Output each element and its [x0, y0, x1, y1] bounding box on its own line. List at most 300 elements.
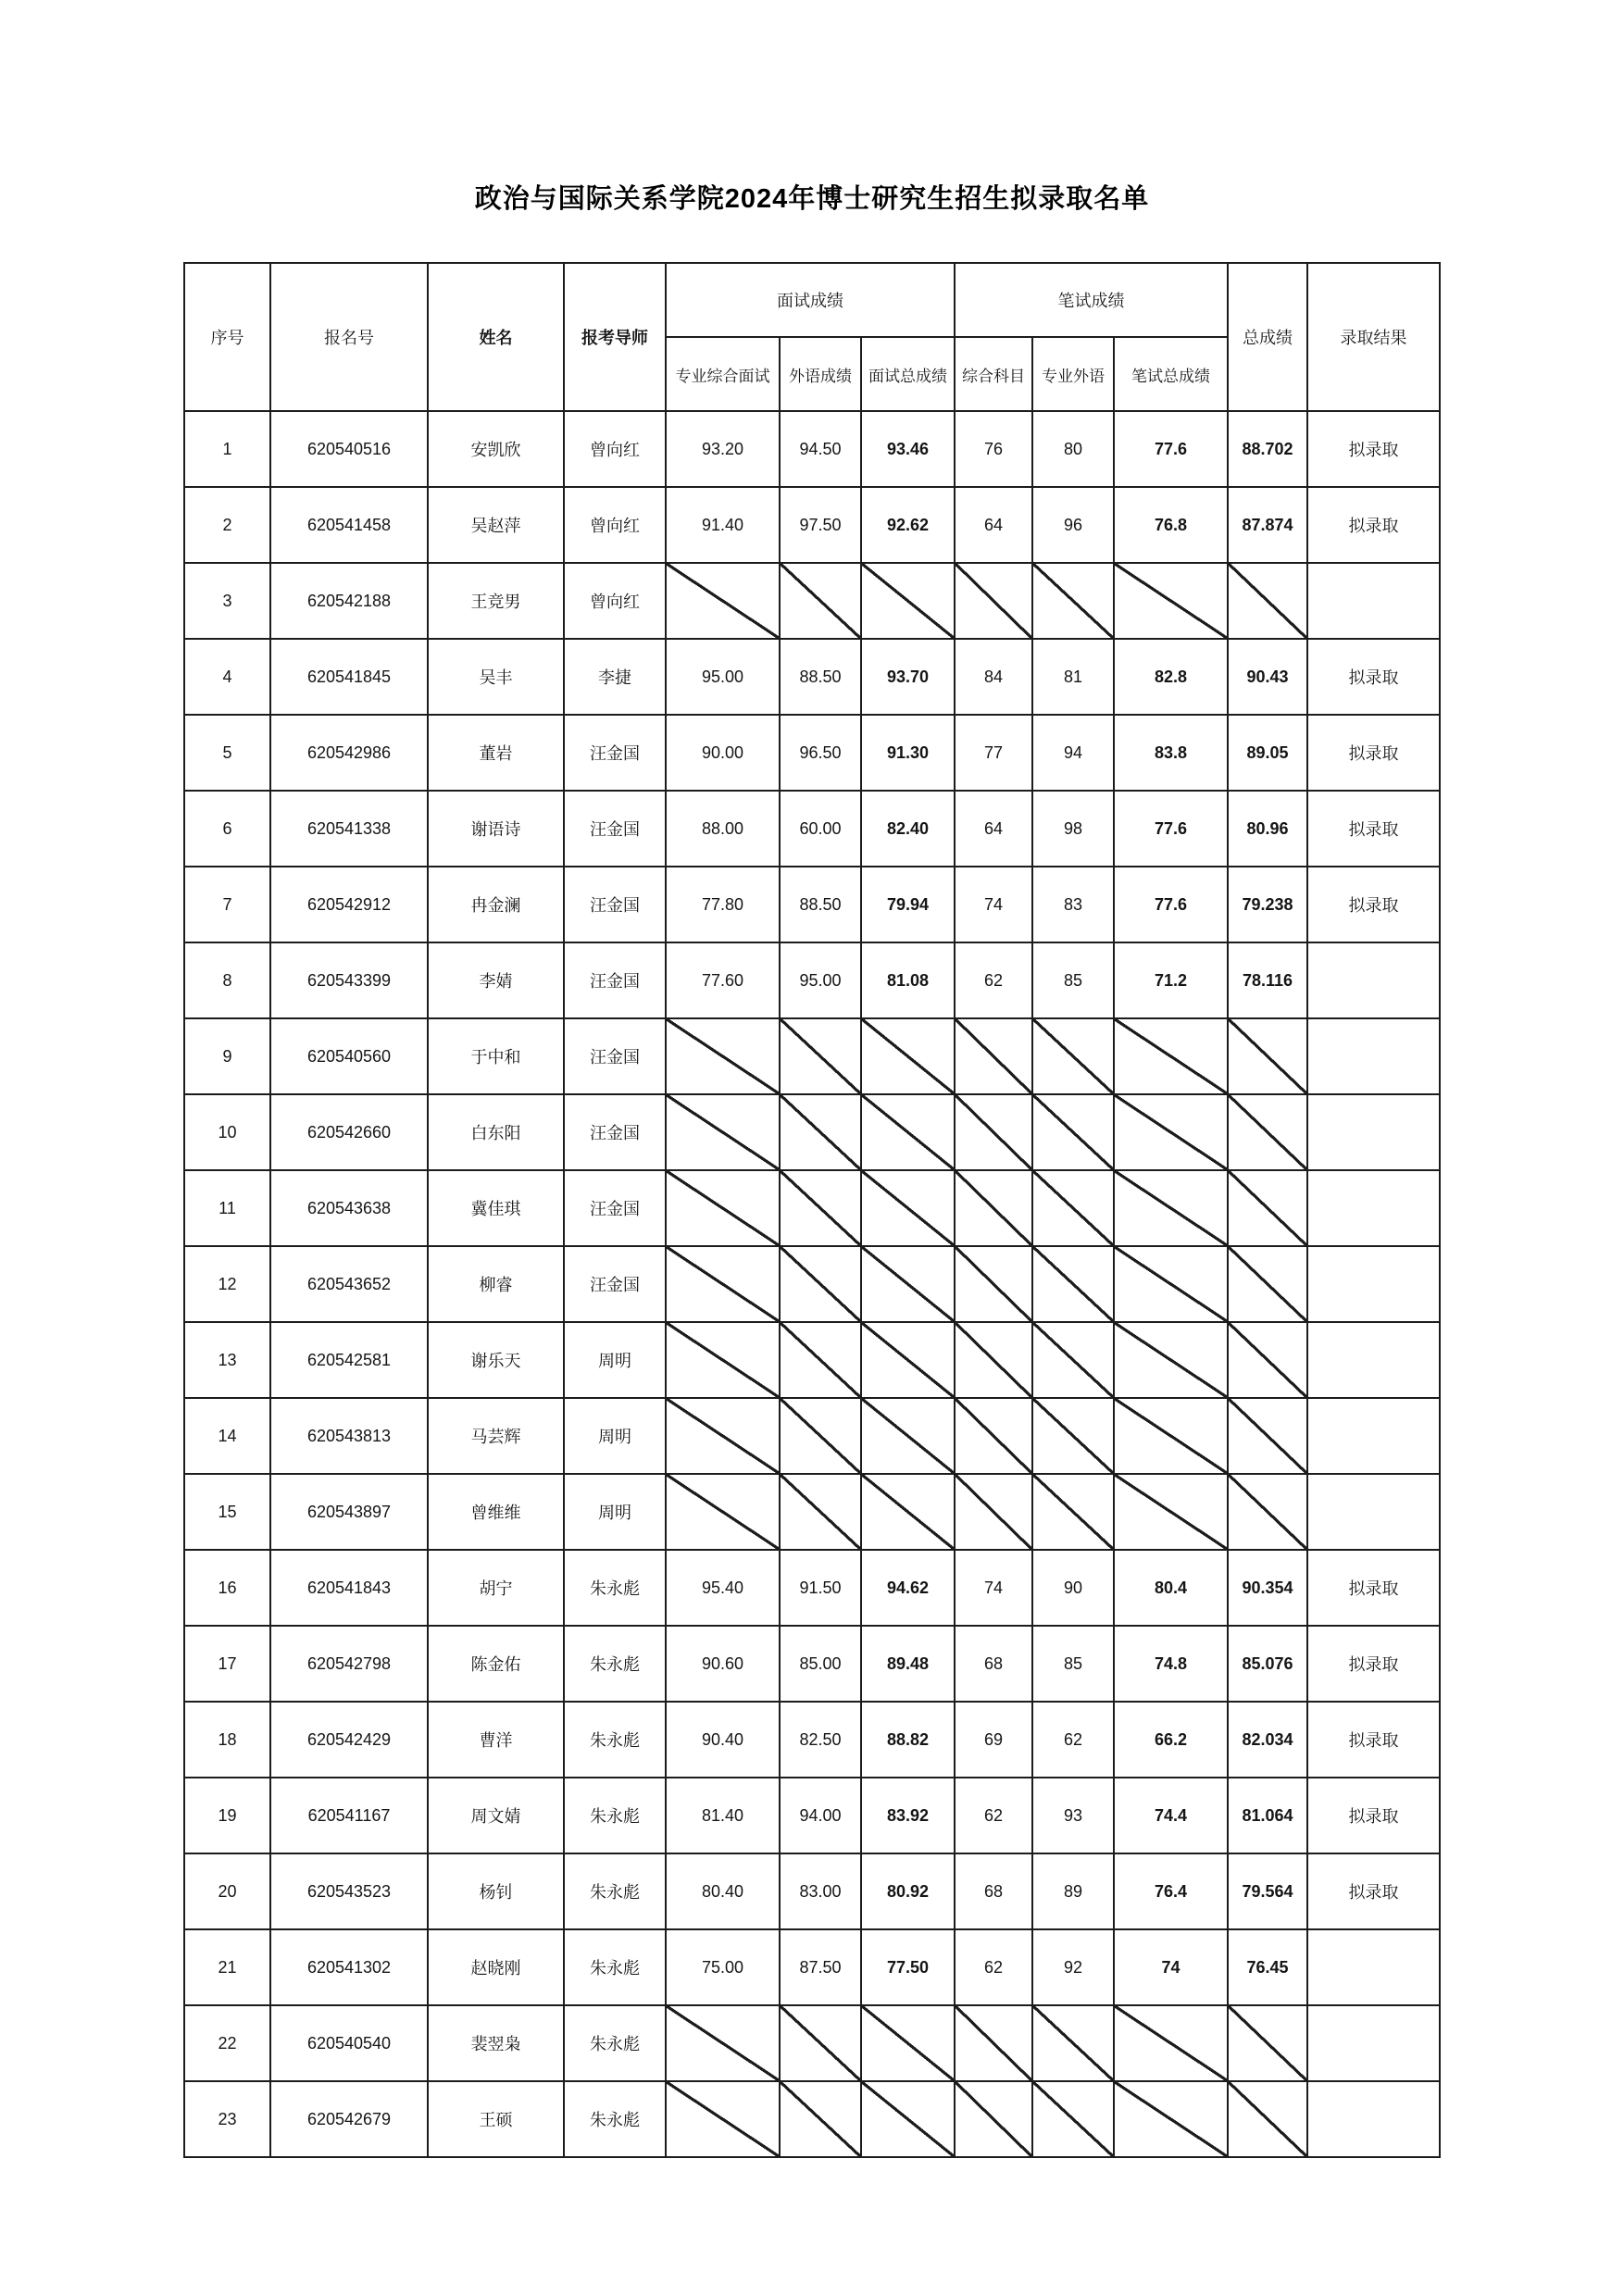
- table-row: [184, 1018, 1440, 1094]
- cell-written-total: 77.6: [1114, 791, 1228, 867]
- cell-app-id: 620542798: [270, 1626, 428, 1702]
- cell-interview-foreign: 94.00: [780, 1778, 861, 1853]
- cell-app-id: 620542660: [270, 1094, 428, 1170]
- cell-no: 22: [184, 2005, 270, 2081]
- table-row: [184, 639, 1440, 715]
- cell-written-foreign: 85: [1032, 1626, 1114, 1702]
- cell-advisor: 汪金国: [564, 1170, 666, 1246]
- cell-written-foreign: 90: [1032, 1550, 1114, 1626]
- cell-interview-total: 81.08: [861, 942, 955, 1018]
- cell-app-id: 620541845: [270, 639, 428, 715]
- cell-interview-comprehensive: 88.00: [666, 791, 780, 867]
- cell-interview-comprehensive: [666, 1322, 780, 1398]
- cell-app-id: 620543399: [270, 942, 428, 1018]
- cell-written-foreign: [1032, 1094, 1114, 1170]
- cell-written-total: [1114, 1094, 1228, 1170]
- cell-name: 王硕: [428, 2081, 564, 2157]
- cell-advisor: 朱永彪: [564, 1853, 666, 1929]
- cell-written-foreign: 83: [1032, 867, 1114, 942]
- cell-result: 拟录取: [1307, 1778, 1440, 1853]
- table-row: [184, 867, 1440, 942]
- cell-interview-total: 83.92: [861, 1778, 955, 1853]
- cell-written-comprehensive: 76: [955, 411, 1032, 487]
- header-app-id: 报名号: [270, 263, 428, 411]
- cell-written-foreign: [1032, 1398, 1114, 1474]
- cell-result: [1307, 1322, 1440, 1398]
- cell-interview-total: [861, 1398, 955, 1474]
- cell-written-foreign: [1032, 1322, 1114, 1398]
- table-header: [184, 263, 1440, 411]
- header-interview-comprehensive: 专业综合面试: [666, 337, 780, 411]
- cell-name: 王竞男: [428, 563, 564, 639]
- cell-written-total: 74.8: [1114, 1626, 1228, 1702]
- cell-interview-total: [861, 563, 955, 639]
- cell-app-id: 620541302: [270, 1929, 428, 2005]
- cell-advisor: 汪金国: [564, 791, 666, 867]
- cell-interview-total: [861, 1094, 955, 1170]
- cell-result: 拟录取: [1307, 1626, 1440, 1702]
- table-body: [184, 411, 1440, 2157]
- cell-written-comprehensive: [955, 1322, 1032, 1398]
- table-row: [184, 1170, 1440, 1246]
- header-written-group: 笔试成绩: [955, 263, 1228, 337]
- header-interview-total: 面试总成绩: [861, 337, 955, 411]
- cell-name: 董岩: [428, 715, 564, 791]
- cell-result: [1307, 1474, 1440, 1550]
- header-written-total: 笔试总成绩: [1114, 337, 1228, 411]
- cell-no: 11: [184, 1170, 270, 1246]
- cell-no: 8: [184, 942, 270, 1018]
- cell-interview-total: 80.92: [861, 1853, 955, 1929]
- cell-written-foreign: 96: [1032, 487, 1114, 563]
- cell-advisor: 汪金国: [564, 1094, 666, 1170]
- cell-interview-foreign: [780, 1018, 861, 1094]
- header-advisor: 报考导师: [564, 263, 666, 411]
- cell-interview-comprehensive: 90.40: [666, 1702, 780, 1778]
- cell-advisor: 朱永彪: [564, 1929, 666, 2005]
- header-no: 序号: [184, 263, 270, 411]
- cell-written-foreign: [1032, 2081, 1114, 2157]
- cell-app-id: 620543523: [270, 1853, 428, 1929]
- cell-result: [1307, 2005, 1440, 2081]
- table-row: [184, 1246, 1440, 1322]
- cell-app-id: 620541167: [270, 1778, 428, 1853]
- cell-result: 拟录取: [1307, 867, 1440, 942]
- cell-total-score: 88.702: [1228, 411, 1307, 487]
- cell-name: 冉金澜: [428, 867, 564, 942]
- cell-name: 谢语诗: [428, 791, 564, 867]
- cell-interview-comprehensive: 93.20: [666, 411, 780, 487]
- cell-no: 17: [184, 1626, 270, 1702]
- cell-total-score: 89.05: [1228, 715, 1307, 791]
- cell-advisor: 李捷: [564, 639, 666, 715]
- cell-total-score: 82.034: [1228, 1702, 1307, 1778]
- cell-interview-comprehensive: [666, 563, 780, 639]
- cell-interview-comprehensive: [666, 1170, 780, 1246]
- cell-written-comprehensive: 74: [955, 1550, 1032, 1626]
- cell-advisor: 周明: [564, 1398, 666, 1474]
- cell-interview-foreign: [780, 563, 861, 639]
- cell-written-total: [1114, 1398, 1228, 1474]
- cell-name: 于中和: [428, 1018, 564, 1094]
- cell-no: 19: [184, 1778, 270, 1853]
- cell-result: 拟录取: [1307, 411, 1440, 487]
- cell-written-comprehensive: [955, 563, 1032, 639]
- cell-interview-foreign: 60.00: [780, 791, 861, 867]
- cell-total-score: 79.238: [1228, 867, 1307, 942]
- cell-no: 10: [184, 1094, 270, 1170]
- cell-interview-comprehensive: [666, 1398, 780, 1474]
- cell-no: 21: [184, 1929, 270, 2005]
- cell-interview-total: 89.48: [861, 1626, 955, 1702]
- cell-result: [1307, 1929, 1440, 2005]
- cell-interview-foreign: 91.50: [780, 1550, 861, 1626]
- cell-written-total: 74: [1114, 1929, 1228, 2005]
- cell-written-total: [1114, 2081, 1228, 2157]
- cell-result: 拟录取: [1307, 1702, 1440, 1778]
- cell-no: 16: [184, 1550, 270, 1626]
- cell-interview-comprehensive: 90.60: [666, 1626, 780, 1702]
- cell-interview-comprehensive: [666, 1246, 780, 1322]
- table-row: [184, 791, 1440, 867]
- cell-written-foreign: [1032, 1474, 1114, 1550]
- table-row: [184, 1550, 1440, 1626]
- cell-written-total: [1114, 1018, 1228, 1094]
- table-row: [184, 1398, 1440, 1474]
- cell-total-score: 80.96: [1228, 791, 1307, 867]
- cell-interview-total: [861, 1246, 955, 1322]
- cell-interview-total: 79.94: [861, 867, 955, 942]
- cell-total-score: 90.43: [1228, 639, 1307, 715]
- cell-no: 6: [184, 791, 270, 867]
- cell-written-comprehensive: [955, 1018, 1032, 1094]
- cell-name: 曾维维: [428, 1474, 564, 1550]
- table-row: [184, 1853, 1440, 1929]
- cell-written-total: [1114, 1322, 1228, 1398]
- header-group-row: [184, 263, 1440, 337]
- cell-app-id: 620541338: [270, 791, 428, 867]
- cell-written-foreign: 94: [1032, 715, 1114, 791]
- cell-interview-comprehensive: [666, 2081, 780, 2157]
- cell-interview-comprehensive: 95.40: [666, 1550, 780, 1626]
- cell-app-id: 620543897: [270, 1474, 428, 1550]
- cell-app-id: 620540540: [270, 2005, 428, 2081]
- cell-written-total: 76.8: [1114, 487, 1228, 563]
- cell-interview-total: [861, 1322, 955, 1398]
- cell-total-score: [1228, 1094, 1307, 1170]
- cell-interview-comprehensive: [666, 1094, 780, 1170]
- cell-interview-comprehensive: [666, 1018, 780, 1094]
- cell-result: 拟录取: [1307, 715, 1440, 791]
- cell-advisor: 周明: [564, 1322, 666, 1398]
- cell-app-id: 620541458: [270, 487, 428, 563]
- cell-name: 裴翌枭: [428, 2005, 564, 2081]
- cell-written-comprehensive: [955, 1246, 1032, 1322]
- cell-written-comprehensive: 77: [955, 715, 1032, 791]
- cell-interview-total: [861, 2005, 955, 2081]
- cell-app-id: 620543638: [270, 1170, 428, 1246]
- cell-interview-foreign: 87.50: [780, 1929, 861, 2005]
- cell-written-total: 74.4: [1114, 1778, 1228, 1853]
- cell-written-total: 66.2: [1114, 1702, 1228, 1778]
- cell-interview-foreign: [780, 1246, 861, 1322]
- cell-interview-foreign: 96.50: [780, 715, 861, 791]
- cell-interview-foreign: 88.50: [780, 639, 861, 715]
- cell-written-total: 71.2: [1114, 942, 1228, 1018]
- cell-app-id: 620542912: [270, 867, 428, 942]
- cell-advisor: 曾向红: [564, 411, 666, 487]
- table-row: [184, 1322, 1440, 1398]
- cell-written-comprehensive: [955, 1398, 1032, 1474]
- cell-no: 2: [184, 487, 270, 563]
- cell-written-total: [1114, 1170, 1228, 1246]
- cell-advisor: 汪金国: [564, 715, 666, 791]
- cell-advisor: 汪金国: [564, 867, 666, 942]
- cell-written-foreign: 93: [1032, 1778, 1114, 1853]
- cell-written-comprehensive: 84: [955, 639, 1032, 715]
- page-title: 政治与国际关系学院2024年博士研究生招生拟录取名单: [474, 184, 1150, 214]
- cell-written-comprehensive: 62: [955, 1778, 1032, 1853]
- cell-result: 拟录取: [1307, 1550, 1440, 1626]
- cell-interview-foreign: 85.00: [780, 1626, 861, 1702]
- cell-written-total: [1114, 563, 1228, 639]
- cell-written-comprehensive: 68: [955, 1626, 1032, 1702]
- cell-interview-foreign: [780, 1170, 861, 1246]
- cell-app-id: 620541843: [270, 1550, 428, 1626]
- header-result: 录取结果: [1307, 263, 1440, 411]
- table-row: [184, 411, 1440, 487]
- cell-advisor: 周明: [564, 1474, 666, 1550]
- cell-name: 柳睿: [428, 1246, 564, 1322]
- cell-no: 7: [184, 867, 270, 942]
- cell-advisor: 汪金国: [564, 942, 666, 1018]
- cell-result: [1307, 1094, 1440, 1170]
- cell-total-score: [1228, 563, 1307, 639]
- admission-table: [183, 262, 1441, 2158]
- cell-interview-foreign: [780, 1094, 861, 1170]
- cell-written-comprehensive: 68: [955, 1853, 1032, 1929]
- cell-total-score: [1228, 1246, 1307, 1322]
- table-row: [184, 1626, 1440, 1702]
- cell-interview-comprehensive: 80.40: [666, 1853, 780, 1929]
- cell-result: [1307, 2081, 1440, 2157]
- cell-no: 20: [184, 1853, 270, 1929]
- cell-result: [1307, 942, 1440, 1018]
- cell-interview-foreign: [780, 1474, 861, 1550]
- cell-app-id: 620542581: [270, 1322, 428, 1398]
- cell-written-foreign: 85: [1032, 942, 1114, 1018]
- cell-interview-comprehensive: 77.60: [666, 942, 780, 1018]
- cell-written-comprehensive: [955, 2005, 1032, 2081]
- cell-app-id: 620542188: [270, 563, 428, 639]
- cell-total-score: [1228, 1322, 1307, 1398]
- table-row: [184, 2081, 1440, 2157]
- header-name: 姓名: [428, 263, 564, 411]
- cell-written-foreign: 89: [1032, 1853, 1114, 1929]
- cell-interview-foreign: 97.50: [780, 487, 861, 563]
- cell-interview-foreign: 83.00: [780, 1853, 861, 1929]
- cell-total-score: 78.116: [1228, 942, 1307, 1018]
- cell-interview-foreign: [780, 2005, 861, 2081]
- cell-no: 23: [184, 2081, 270, 2157]
- table-row: [184, 2005, 1440, 2081]
- cell-result: [1307, 1398, 1440, 1474]
- cell-advisor: 汪金国: [564, 1246, 666, 1322]
- cell-interview-foreign: [780, 2081, 861, 2157]
- cell-name: 赵晓刚: [428, 1929, 564, 2005]
- cell-advisor: 曾向红: [564, 487, 666, 563]
- cell-interview-comprehensive: [666, 1474, 780, 1550]
- cell-interview-comprehensive: 91.40: [666, 487, 780, 563]
- cell-written-total: [1114, 1474, 1228, 1550]
- cell-name: 曹洋: [428, 1702, 564, 1778]
- cell-written-total: 77.6: [1114, 411, 1228, 487]
- cell-name: 马芸辉: [428, 1398, 564, 1474]
- cell-written-comprehensive: 64: [955, 487, 1032, 563]
- cell-written-total: 83.8: [1114, 715, 1228, 791]
- cell-interview-comprehensive: 75.00: [666, 1929, 780, 2005]
- cell-interview-total: 93.46: [861, 411, 955, 487]
- cell-name: 李婧: [428, 942, 564, 1018]
- cell-result: 拟录取: [1307, 487, 1440, 563]
- cell-written-comprehensive: 62: [955, 1929, 1032, 2005]
- cell-total-score: [1228, 2005, 1307, 2081]
- cell-total-score: [1228, 1170, 1307, 1246]
- cell-written-foreign: [1032, 1170, 1114, 1246]
- cell-interview-comprehensive: 81.40: [666, 1778, 780, 1853]
- cell-interview-comprehensive: 90.00: [666, 715, 780, 791]
- cell-written-foreign: [1032, 2005, 1114, 2081]
- table-row: [184, 1929, 1440, 2005]
- cell-result: 拟录取: [1307, 791, 1440, 867]
- cell-total-score: 79.564: [1228, 1853, 1307, 1929]
- cell-written-total: 82.8: [1114, 639, 1228, 715]
- cell-no: 5: [184, 715, 270, 791]
- cell-interview-comprehensive: 77.80: [666, 867, 780, 942]
- cell-written-comprehensive: 74: [955, 867, 1032, 942]
- cell-app-id: 620543652: [270, 1246, 428, 1322]
- cell-interview-foreign: 94.50: [780, 411, 861, 487]
- cell-no: 9: [184, 1018, 270, 1094]
- cell-name: 周文婧: [428, 1778, 564, 1853]
- cell-app-id: 620542679: [270, 2081, 428, 2157]
- table-row: [184, 942, 1440, 1018]
- cell-name: 冀佳琪: [428, 1170, 564, 1246]
- cell-total-score: [1228, 1018, 1307, 1094]
- cell-interview-foreign: 82.50: [780, 1702, 861, 1778]
- cell-no: 3: [184, 563, 270, 639]
- cell-interview-total: 94.62: [861, 1550, 955, 1626]
- cell-written-total: [1114, 2005, 1228, 2081]
- table-row: [184, 1094, 1440, 1170]
- cell-written-foreign: [1032, 563, 1114, 639]
- cell-name: 安凯欣: [428, 411, 564, 487]
- cell-written-foreign: 81: [1032, 639, 1114, 715]
- cell-written-total: 80.4: [1114, 1550, 1228, 1626]
- cell-written-foreign: 98: [1032, 791, 1114, 867]
- cell-written-foreign: 62: [1032, 1702, 1114, 1778]
- header-interview-foreign: 外语成绩: [780, 337, 861, 411]
- cell-advisor: 朱永彪: [564, 1778, 666, 1853]
- cell-written-comprehensive: [955, 1474, 1032, 1550]
- cell-advisor: 朱永彪: [564, 1626, 666, 1702]
- cell-app-id: 620542429: [270, 1702, 428, 1778]
- cell-name: 胡宁: [428, 1550, 564, 1626]
- cell-written-comprehensive: [955, 2081, 1032, 2157]
- cell-total-score: 90.354: [1228, 1550, 1307, 1626]
- cell-advisor: 朱永彪: [564, 2005, 666, 2081]
- cell-interview-total: 82.40: [861, 791, 955, 867]
- cell-interview-comprehensive: 95.00: [666, 639, 780, 715]
- cell-total-score: 76.45: [1228, 1929, 1307, 2005]
- cell-written-foreign: 80: [1032, 411, 1114, 487]
- cell-written-comprehensive: 69: [955, 1702, 1032, 1778]
- cell-result: 拟录取: [1307, 1853, 1440, 1929]
- cell-result: [1307, 1018, 1440, 1094]
- table-row: [184, 1702, 1440, 1778]
- cell-advisor: 曾向红: [564, 563, 666, 639]
- cell-advisor: 朱永彪: [564, 2081, 666, 2157]
- cell-interview-foreign: [780, 1398, 861, 1474]
- cell-total-score: 81.064: [1228, 1778, 1307, 1853]
- table-row: [184, 487, 1440, 563]
- header-total: 总成绩: [1228, 263, 1307, 411]
- cell-written-total: 77.6: [1114, 867, 1228, 942]
- cell-name: 吴赵萍: [428, 487, 564, 563]
- cell-interview-total: 91.30: [861, 715, 955, 791]
- cell-advisor: 朱永彪: [564, 1550, 666, 1626]
- header-interview-group: 面试成绩: [666, 263, 955, 337]
- cell-interview-total: [861, 1170, 955, 1246]
- header-written-foreign: 专业外语: [1032, 337, 1114, 411]
- cell-written-foreign: [1032, 1246, 1114, 1322]
- cell-no: 13: [184, 1322, 270, 1398]
- cell-name: 吴丰: [428, 639, 564, 715]
- cell-interview-foreign: [780, 1322, 861, 1398]
- cell-written-total: 76.4: [1114, 1853, 1228, 1929]
- cell-interview-total: 93.70: [861, 639, 955, 715]
- cell-written-foreign: 92: [1032, 1929, 1114, 2005]
- cell-no: 14: [184, 1398, 270, 1474]
- cell-written-comprehensive: 64: [955, 791, 1032, 867]
- cell-interview-total: [861, 1018, 955, 1094]
- cell-advisor: 朱永彪: [564, 1702, 666, 1778]
- cell-interview-total: [861, 1474, 955, 1550]
- cell-no: 1: [184, 411, 270, 487]
- table-row: [184, 563, 1440, 639]
- cell-name: 白东阳: [428, 1094, 564, 1170]
- cell-advisor: 汪金国: [564, 1018, 666, 1094]
- cell-no: 12: [184, 1246, 270, 1322]
- cell-app-id: 620542986: [270, 715, 428, 791]
- cell-no: 18: [184, 1702, 270, 1778]
- cell-result: 拟录取: [1307, 639, 1440, 715]
- table-row: [184, 1474, 1440, 1550]
- cell-written-foreign: [1032, 1018, 1114, 1094]
- cell-total-score: 87.874: [1228, 487, 1307, 563]
- cell-total-score: [1228, 1474, 1307, 1550]
- cell-interview-foreign: 95.00: [780, 942, 861, 1018]
- cell-no: 4: [184, 639, 270, 715]
- cell-app-id: 620540516: [270, 411, 428, 487]
- cell-result: [1307, 563, 1440, 639]
- cell-name: 陈金佑: [428, 1626, 564, 1702]
- cell-interview-total: [861, 2081, 955, 2157]
- cell-total-score: [1228, 2081, 1307, 2157]
- cell-written-comprehensive: 62: [955, 942, 1032, 1018]
- cell-no: 15: [184, 1474, 270, 1550]
- cell-written-comprehensive: [955, 1094, 1032, 1170]
